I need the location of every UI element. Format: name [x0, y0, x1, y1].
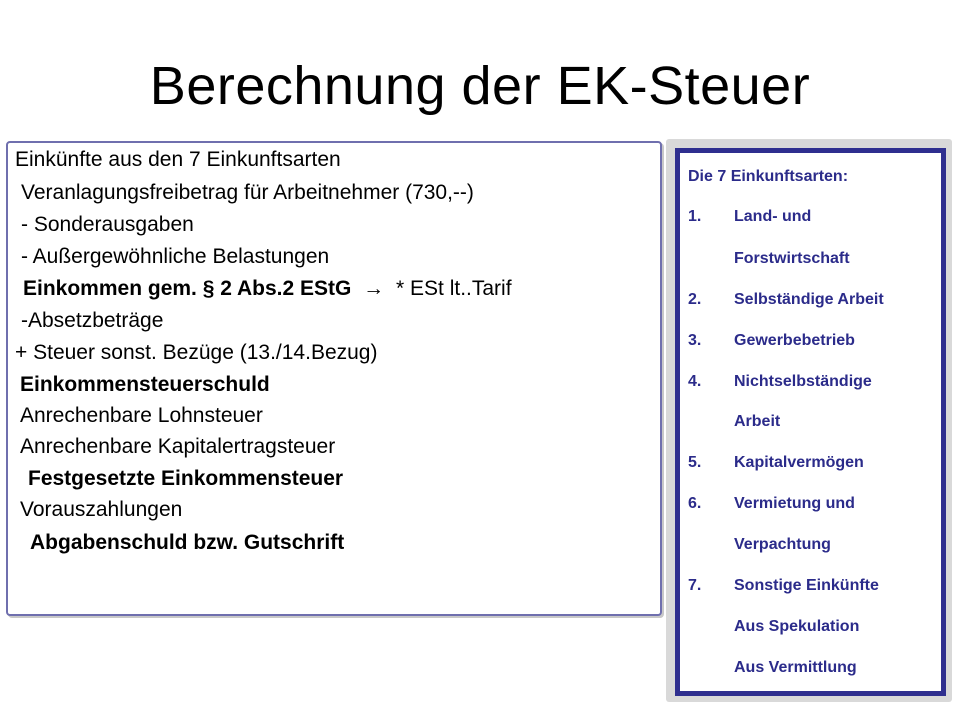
income-type-label: Arbeit	[734, 413, 781, 430]
calc-line-taxable-income	[23, 276, 512, 302]
taxable-income-label: Einkommen gem. § 2 Abs.2 EStG	[23, 277, 352, 300]
page-title: Berechnung der EK-Steuer	[149, 56, 811, 116]
income-types-box	[675, 148, 946, 696]
income-type-label: Kapitalvermögen	[734, 454, 864, 471]
calc-line-extraordinary-burdens: - Außergewöhnliche Belastungen	[21, 245, 330, 268]
calc-line-capital-gains-tax: Anrechenbare Kapitalertragsteuer	[20, 435, 336, 458]
calc-line-other-income-tax: + Steuer sonst. Bezüge (13./14.Bezug)	[15, 341, 378, 364]
income-type-label: Aus Spekulation	[734, 618, 860, 635]
calc-line-deductions: -Absetzbeträge	[21, 309, 164, 332]
income-type-number: 1.	[688, 208, 702, 225]
income-type-number: 2.	[688, 291, 702, 308]
right-arrow-icon: →	[363, 277, 385, 300]
income-type-label: Gewerbebetrieb	[734, 332, 855, 349]
income-type-label: Land- und	[734, 208, 812, 225]
calc-line-prepayments: Vorauszahlungen	[20, 498, 183, 521]
income-type-number: 3.	[688, 332, 702, 349]
income-type-number: 7.	[688, 577, 702, 594]
income-type-number: 6.	[688, 495, 702, 512]
calc-line-allowance: Veranlagungsfreibetrag für Arbeitnehmer (730,--)	[21, 181, 474, 204]
calc-line-wage-tax: Anrechenbare Lohnsteuer	[20, 404, 263, 427]
income-type-label: Vermietung und	[734, 495, 855, 512]
income-type-label: Selbständige Arbeit	[734, 291, 884, 308]
income-type-label: Sonstige Einkünfte	[734, 577, 879, 594]
calc-line-tax-liability: Einkommensteuerschuld	[20, 373, 270, 396]
calc-line-special-expenses: - Sonderausgaben	[21, 213, 194, 236]
income-type-label: Nichtselbständige	[734, 373, 872, 390]
income-type-number: 4.	[688, 373, 702, 390]
calc-line-income: Einkünfte aus den 7 Einkunftsarten	[15, 148, 341, 171]
income-types-heading: Die 7 Einkunftsarten:	[688, 168, 849, 185]
income-type-number: 5.	[688, 454, 702, 471]
income-type-label: Verpachtung	[734, 536, 831, 553]
calc-line-final-balance: Abgabenschuld bzw. Gutschrift	[30, 531, 345, 554]
income-type-label: Aus Vermittlung	[734, 659, 857, 676]
tax-rate-note: * ESt lt..Tarif	[396, 277, 512, 300]
calc-line-assessed-tax: Festgesetzte Einkommensteuer	[28, 467, 344, 490]
income-type-label: Forstwirtschaft	[734, 250, 850, 267]
